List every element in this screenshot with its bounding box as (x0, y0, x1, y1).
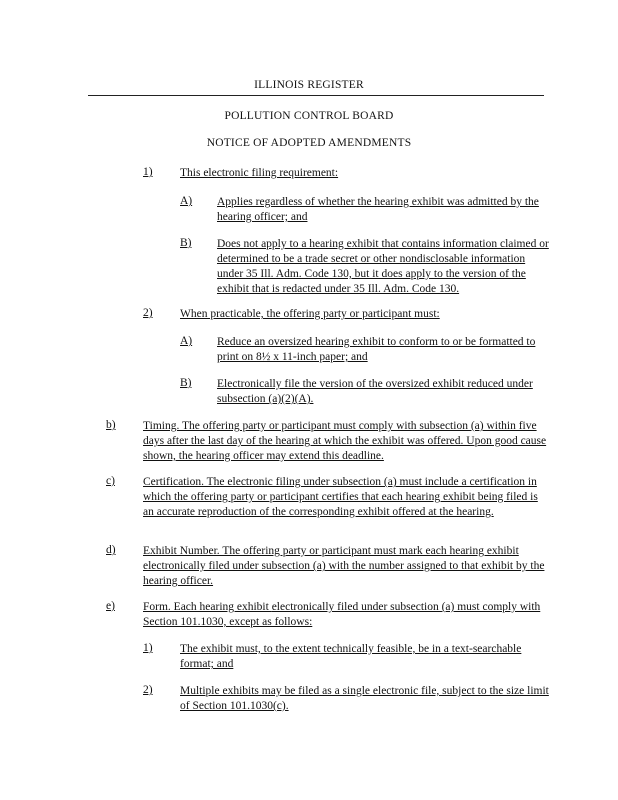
item-2-label: 2) (143, 307, 153, 319)
register-title: ILLINOIS REGISTER (254, 79, 364, 91)
item-e2-label: 2) (143, 684, 153, 696)
item-1-text: This electronic filing requirement: (180, 167, 339, 179)
section-d-text: Exhibit Number. The offering party or participant must mark each hearing exhibit electronically filed under subsection (a) with the number assigned to that exhibit by the hearing officer. (143, 545, 545, 587)
header-rule (88, 95, 544, 96)
item-e2-text: Multiple exhibits may be filed as a single electronic file, subject to the size limit of Section 101.1030(c). (180, 685, 549, 712)
section-e-label: e) (106, 600, 115, 612)
item-1B-label: B) (180, 237, 192, 249)
section-d-label: d) (106, 544, 116, 556)
board-name: POLLUTION CONTROL BOARD (224, 110, 394, 122)
item-1A-label: A) (180, 195, 193, 207)
section-c-label: c) (106, 475, 115, 487)
item-2B-text: Electronically file the version of the oversized exhibit reduced under subsection (a)(2)(A). (217, 378, 533, 405)
item-e1-text: The exhibit must, to the extent technically feasible, be in a text-searchable format; and (180, 643, 522, 670)
section-b-text: Timing. The offering party or participant must comply with subsection (a) within five days after the last day of the hearing at which the exhibit was offered. Upon good cause shown, the hearing officer may extend this deadline. (143, 420, 547, 462)
item-1B-text: Does not apply to a hearing exhibit that contains information claimed or determined to be a trade secret or other nondisclosable information under 35 Ill. Adm. Code 130, but it does apply to the version of the exhibit that is redacted under 35 Ill. Adm. Code 130. (217, 238, 549, 295)
item-2-text: When practicable, the offering party or participant must: (180, 308, 440, 320)
item-1A-text: Applies regardless of whether the hearing exhibit was admitted by the hearing officer; and (217, 196, 539, 223)
notice-title: NOTICE OF ADOPTED AMENDMENTS (206, 137, 412, 149)
register-header (0, 79, 618, 92)
section-e-lead: Form. Each hearing exhibit (143, 601, 272, 613)
section-c-text: Certification. The electronic filing under subsection (a) must include a certification in which the offering party or participant certifies that each hearing exhibit being filed is an accurate reproduction of the corresponding exhibit offered at the hearing. (143, 476, 538, 518)
item-2A-text: Reduce an oversized hearing exhibit to conform to or be formatted to print on 8½ x 11-inch paper; and (217, 336, 536, 363)
section-e-body: electronically filed under subsection (a) must comply with Section 101.1030, except as follows: (143, 601, 541, 628)
item-e1-label: 1) (143, 642, 153, 654)
item-2B-label: B) (180, 377, 192, 389)
section-e-text (143, 600, 551, 630)
item-1-label: 1) (143, 166, 153, 178)
item-2A-label: A) (180, 335, 193, 347)
section-b-label: b) (106, 419, 116, 431)
